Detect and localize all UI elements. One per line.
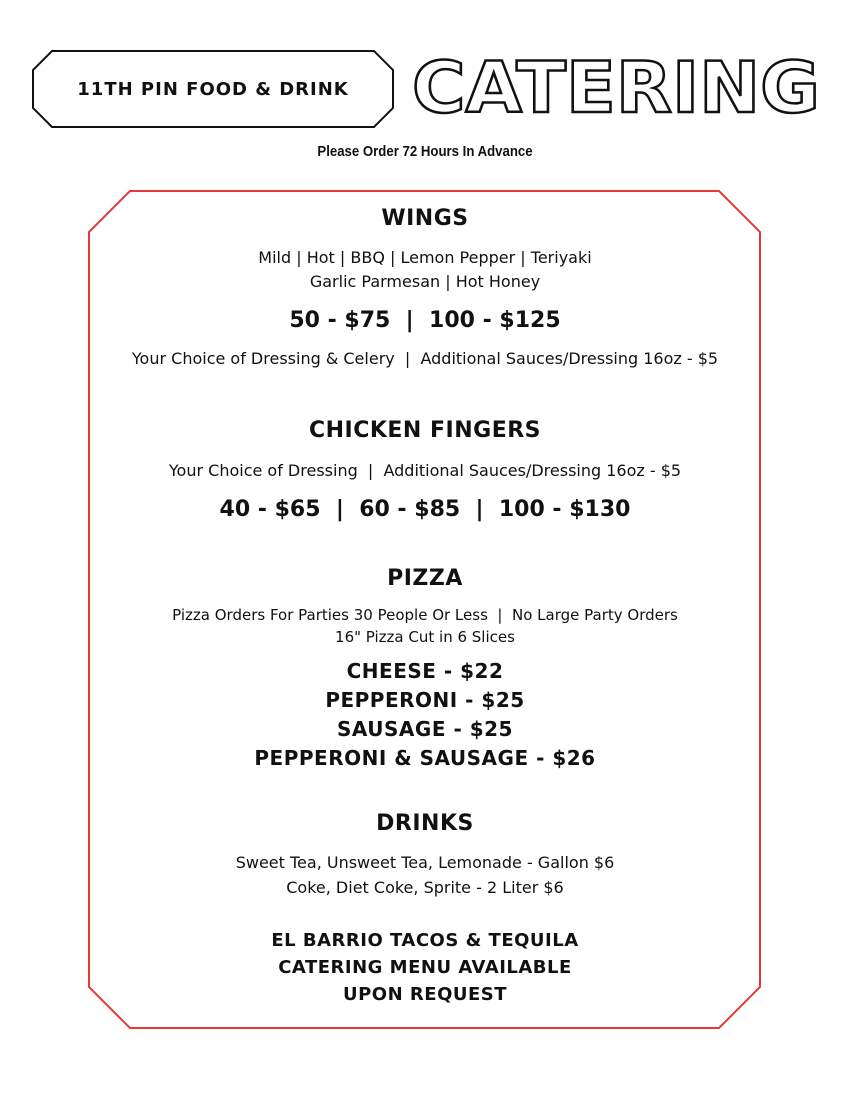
wings-title: WINGS — [381, 206, 469, 231]
wings-prices: 50 - $75 | 100 - $125 — [289, 308, 561, 333]
chicken-fingers-prices: 40 - $65 | 60 - $85 | 100 - $130 — [219, 497, 631, 522]
page-title-wrap — [406, 52, 826, 124]
footer-line1: EL BARRIO TACOS & TEQUILA — [271, 930, 579, 951]
page-title: CATERING — [412, 52, 820, 124]
footer-line3: UPON REQUEST — [342, 984, 508, 1005]
chicken-fingers-notes: Your Choice of Dressing | Additional Sauces/Dressing 16oz - $5 — [168, 461, 682, 480]
brand-badge — [32, 50, 394, 128]
wings-flavors-line1: Mild | Hot | BBQ | Lemon Pepper | Teriyaki — [258, 248, 592, 267]
chicken-fingers-title: CHICKEN FINGERS — [308, 418, 542, 443]
wings-flavors-line2: Garlic Parmesan | Hot Honey — [309, 272, 541, 291]
order-notice: Please Order 72 Hours In Advance — [317, 143, 533, 160]
pizza-note-line2: 16" Pizza Cut in 6 Slices — [335, 628, 515, 646]
pizza-item: PEPPERONI - $25 — [325, 688, 525, 712]
page-title-svg — [406, 52, 826, 124]
pizza-item: CHEESE - $22 — [346, 659, 504, 683]
pizza-note-line1: Pizza Orders For Parties 30 People Or Less | No Large Party Orders — [172, 606, 678, 624]
pizza-title: PIZZA — [387, 566, 463, 591]
brand-name: 11TH PIN FOOD & DRINK — [77, 78, 349, 100]
pizza-item: PEPPERONI & SAUSAGE - $26 — [254, 746, 596, 770]
wings-notes: Your Choice of Dressing & Celery | Additional Sauces/Dressing 16oz - $5 — [131, 349, 719, 368]
drinks-line1: Sweet Tea, Unsweet Tea, Lemonade - Gallon $6 — [235, 853, 615, 872]
drinks-title: DRINKS — [376, 811, 474, 836]
drinks-line2: Coke, Diet Coke, Sprite - 2 Liter $6 — [286, 878, 564, 897]
footer-line2: CATERING MENU AVAILABLE — [278, 957, 572, 978]
pizza-item: SAUSAGE - $25 — [337, 717, 513, 741]
